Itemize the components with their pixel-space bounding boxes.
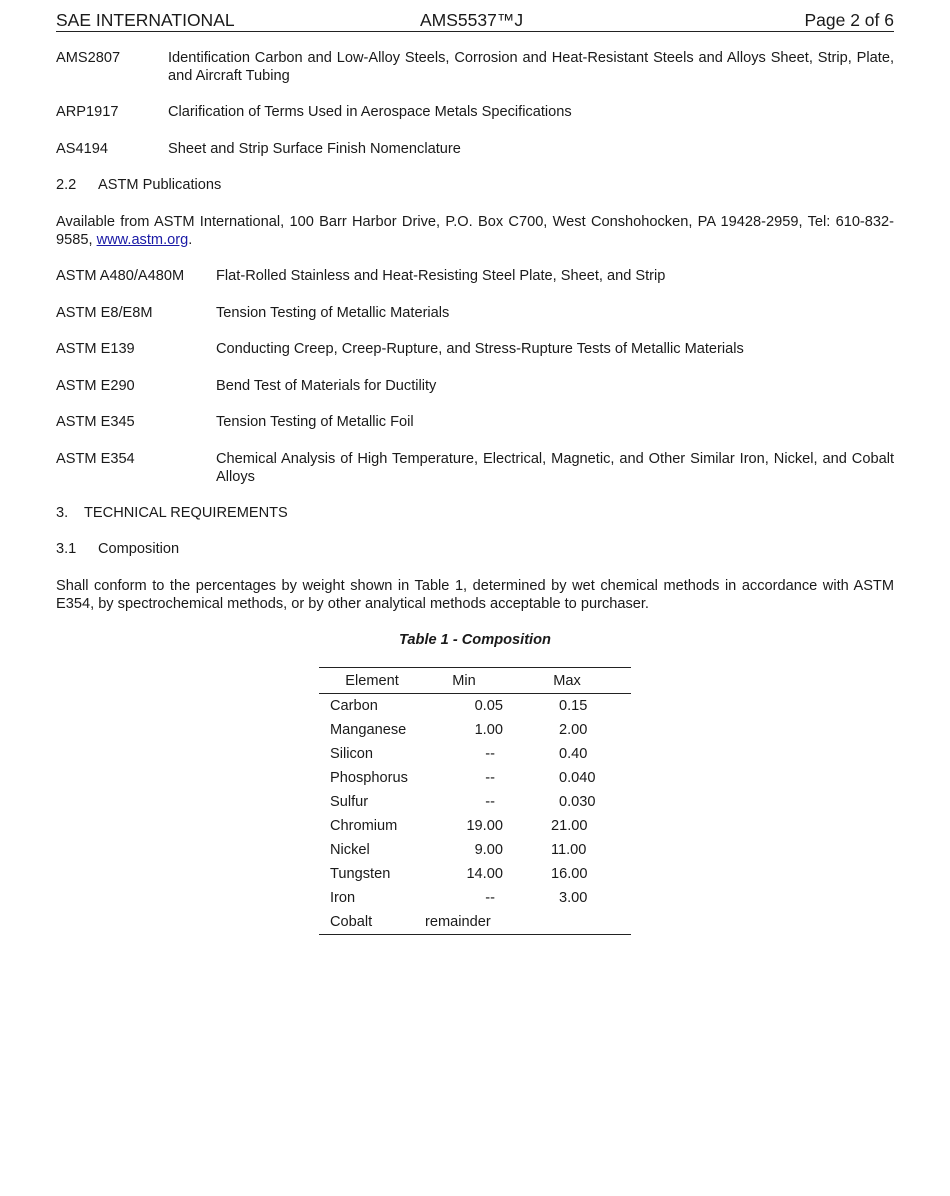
reference-code: ASTM E8/E8M [56, 305, 153, 321]
cell-element: Sulfur [330, 794, 369, 810]
table-row [319, 814, 631, 838]
reference-code: AMS2807 [56, 50, 121, 66]
cell-min: 0.05 [474, 698, 503, 714]
reference-description: Sheet and Strip Surface Finish Nomenclature [168, 141, 461, 157]
reference-code: ASTM A480/A480M [56, 268, 185, 284]
astm-website-link[interactable]: www.astm.org [96, 232, 189, 248]
section-number: 3. [56, 505, 69, 521]
reference-astm-e139 [56, 340, 894, 358]
table-row [319, 766, 631, 790]
reference-description: Tension Testing of Metallic Materials [216, 305, 450, 321]
reference-astm-e354 [56, 450, 894, 486]
reference-astm-e345 [56, 413, 894, 431]
cell-max: 0.040 [558, 770, 596, 786]
cell-max: 2.00 [558, 722, 588, 738]
table-row [319, 886, 631, 910]
reference-code: ASTM E354 [56, 451, 135, 467]
reference-astm-e290 [56, 377, 894, 395]
table-row [319, 910, 631, 935]
table-row [319, 790, 631, 814]
reference-code: ASTM E345 [56, 414, 135, 430]
reference-code: ASTM E139 [56, 341, 135, 357]
availability-trailing: . [188, 232, 193, 248]
cell-max: 0.40 [558, 746, 588, 762]
reference-ams2807 [56, 49, 894, 85]
header-page-number: Page 2 of 6 [804, 10, 894, 30]
reference-description: Flat-Rolled Stainless and Heat-Resisting Steel Plate, Sheet, and Strip [216, 268, 666, 284]
reference-description: Conducting Creep, Creep-Rupture, and Stress-Rupture Tests of Metallic Materials [216, 341, 744, 357]
table-row [319, 694, 631, 719]
cell-min: 19.00 [466, 818, 503, 834]
reference-code: AS4194 [56, 141, 108, 157]
reference-astm-a480 [56, 267, 894, 285]
reference-description: Tension Testing of Metallic Foil [216, 414, 414, 430]
page-header [56, 10, 894, 32]
cell-element: Cobalt [330, 914, 373, 930]
reference-description: Identification Carbon and Low-Alloy Steels, Corrosion and Heat-Resistant Steels and Alloys Sheet, Strip, Plate, and Aircraft Tubing [168, 50, 894, 84]
column-header-element: Element [319, 668, 425, 694]
cell-min: 1.00 [474, 722, 503, 738]
composition-paragraph: Shall conform to the percentages by weight shown in Table 1, determined by wet chemical methods in accordance with ASTM E354, by spectrochemical methods, or by other analytical methods acceptable to purchaser. [56, 578, 894, 612]
cell-element: Nickel [330, 842, 370, 858]
reference-arp1917 [56, 103, 894, 121]
cell-min: 14.00 [466, 866, 503, 882]
cell-element: Chromium [330, 818, 398, 834]
cell-max: 16.00 [550, 866, 588, 882]
cell-element: Phosphorus [330, 770, 408, 786]
cell-element: Carbon [330, 698, 378, 714]
section-title: Composition [98, 541, 180, 557]
cell-element: Tungsten [330, 866, 391, 882]
availability-text: Available from ASTM International, 100 Barr Harbor Drive, P.O. Box C700, West Conshohocken, PA 19428-2959, Tel: 610-832-9585, [56, 214, 894, 248]
cell-max: 0.15 [558, 698, 588, 714]
astm-availability-paragraph [56, 213, 894, 249]
column-header-min: Min [425, 668, 503, 694]
cell-min: -- [485, 770, 495, 786]
cell-min: -- [485, 746, 495, 762]
reference-description: Chemical Analysis of High Temperature, Electrical, Magnetic, and Other Similar Iron, Nickel, and Cobalt Alloys [216, 451, 894, 485]
table-row [319, 838, 631, 862]
cell-max [503, 910, 631, 935]
cell-element: Silicon [330, 746, 373, 762]
table-header-row [319, 668, 631, 694]
cell-element: Manganese [330, 722, 407, 738]
table-title: Table 1 - Composition [399, 632, 551, 648]
header-org: SAE INTERNATIONAL [56, 10, 235, 30]
section-number: 2.2 [56, 177, 77, 193]
column-header-max: Max [503, 668, 631, 694]
cell-max: 21.00 [550, 818, 588, 834]
section-title: ASTM Publications [98, 177, 222, 193]
section-number: 3.1 [56, 541, 77, 557]
cell-min: remainder [425, 914, 491, 930]
reference-code: ASTM E290 [56, 378, 135, 394]
section-3-1-heading [56, 540, 894, 558]
table-row [319, 742, 631, 766]
cell-min: -- [485, 794, 495, 810]
cell-max: 3.00 [558, 890, 588, 906]
header-doc-id: AMS5537™J [420, 10, 524, 30]
cell-max: 11.00 [550, 842, 587, 858]
cell-element: Iron [330, 890, 356, 906]
section-3-heading [56, 504, 894, 522]
cell-min: -- [485, 890, 495, 906]
reference-astm-e8 [56, 304, 894, 322]
table-row [319, 718, 631, 742]
reference-as4194 [56, 140, 894, 158]
reference-description: Clarification of Terms Used in Aerospace Metals Specifications [168, 104, 572, 120]
reference-description: Bend Test of Materials for Ductility [216, 378, 437, 394]
reference-code: ARP1917 [56, 104, 119, 120]
cell-max: 0.030 [558, 794, 596, 810]
section-title: TECHNICAL REQUIREMENTS [84, 505, 288, 521]
table-row [319, 862, 631, 886]
composition-table [319, 667, 631, 935]
section-2-2-heading [56, 176, 894, 194]
cell-min: 9.00 [474, 842, 503, 858]
